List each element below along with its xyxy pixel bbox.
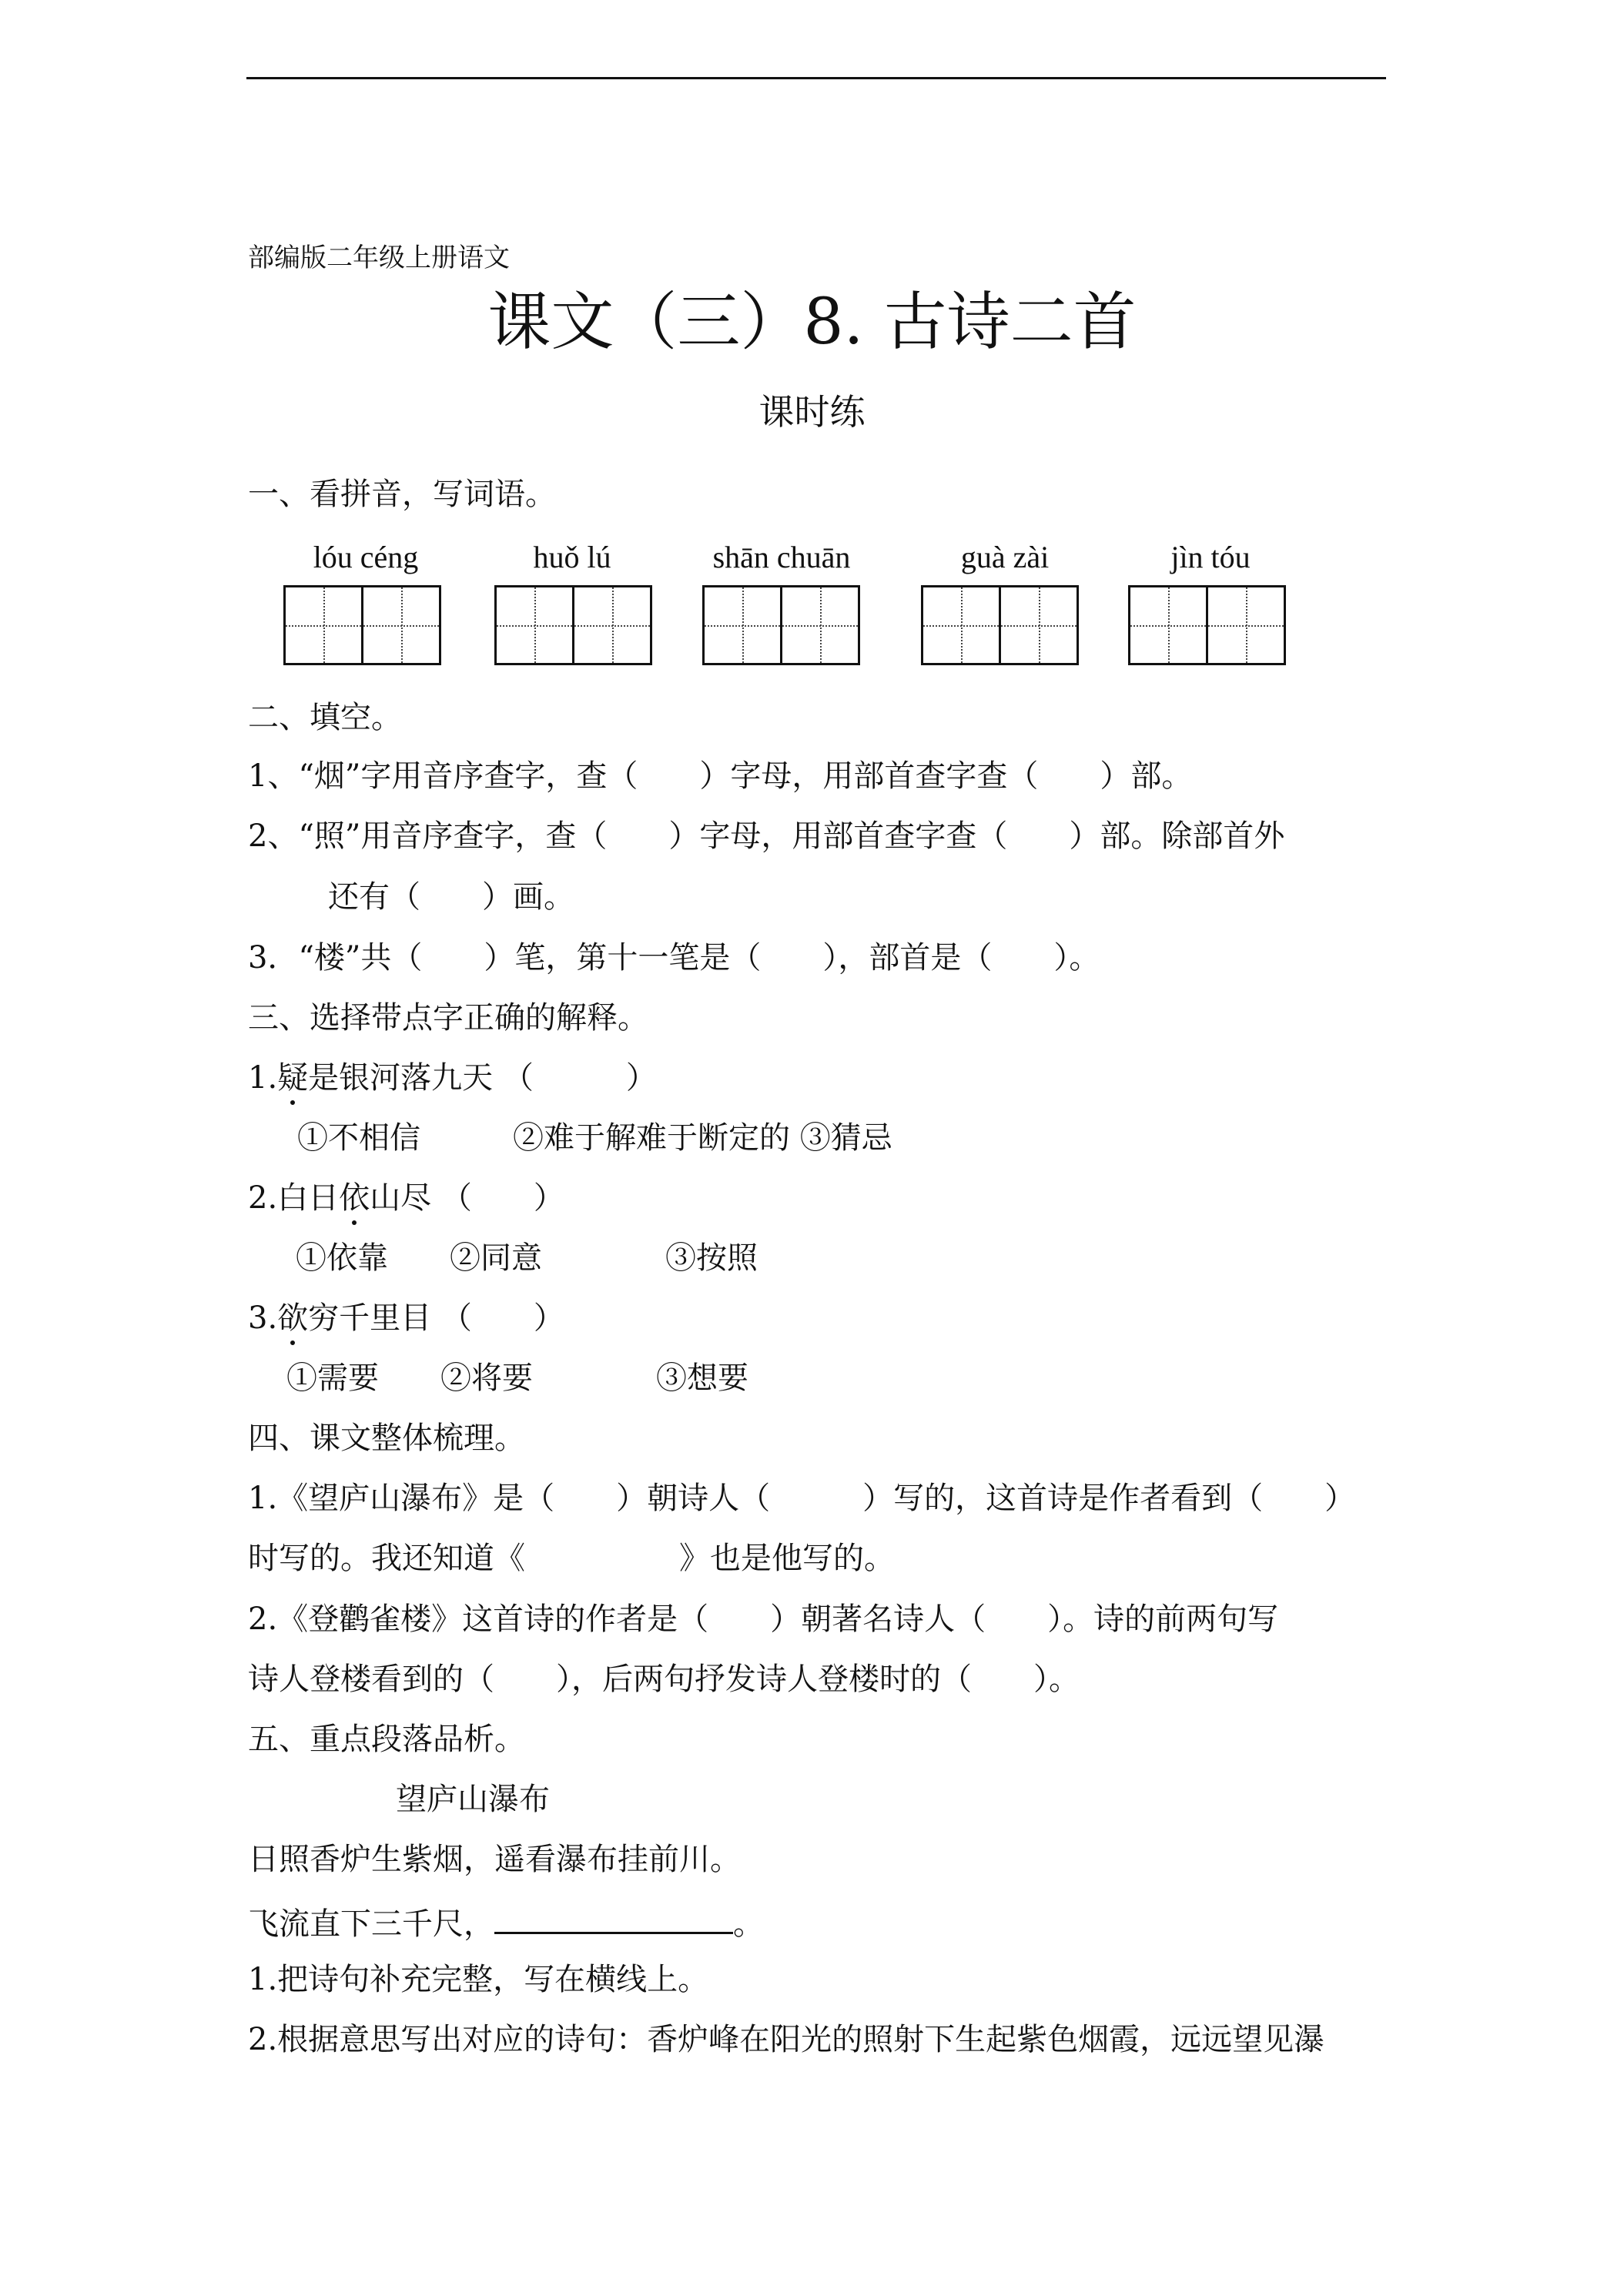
choice-1-rest: 是银河落九天 （ ） <box>308 1060 657 1096</box>
review-question-1-cont: 时写的。我还知道《 》也是他写的。 <box>248 1541 895 1576</box>
choice-1-options: ①不相信 ②难于解难于断定的 ③猜忌 <box>297 1120 892 1156</box>
choice-question-1 <box>248 1060 657 1096</box>
poem-line-2-suffix: 。 <box>733 1906 764 1942</box>
grid-cell[interactable] <box>999 585 1079 665</box>
review-question-2-cont: 诗人登楼看到的（ ），后两句抒发诗人登楼时的（ ）。 <box>248 1662 1080 1697</box>
review-question-2: 2.《登鹳雀楼》这首诗的作者是（ ）朝著名诗人（ ）。诗的前两句写 <box>248 1602 1279 1637</box>
analysis-question-2: 2.根据意思写出对应的诗句：香炉峰在阳光的照射下生起紫色烟霞，远远望见瀑 <box>248 2022 1325 2057</box>
review-question-1: 1.《望庐山瀑布》是（ ）朝诗人（ ）写的，这首诗是作者看到（ ） <box>248 1481 1356 1516</box>
dotted-char-2: 依 <box>339 1180 370 1216</box>
pinyin-5: jìn tóu <box>1170 540 1251 574</box>
page-subtitle: 课时练 <box>758 391 866 433</box>
poem-line-1: 日照香炉生紫烟，遥看瀑布挂前川。 <box>248 1842 741 1877</box>
poem-title: 望庐山瀑布 <box>396 1782 550 1817</box>
poem-line-2 <box>248 1904 764 1940</box>
section3-heading: 三、选择带点字正确的解释。 <box>248 1000 648 1036</box>
analysis-question-1: 1.把诗句补充完整，写在横线上。 <box>248 1962 709 1997</box>
choice-question-3 <box>248 1300 564 1336</box>
pinyin-2: huǒ lú <box>533 540 611 574</box>
section2-heading: 二、填空。 <box>248 700 402 735</box>
writing-grid-4[interactable] <box>921 585 1079 667</box>
fill-question-1: 1、“烟”字用音序查字，查（ ）字母，用部首查字查（ ）部。 <box>248 758 1193 794</box>
grid-cell[interactable] <box>702 585 782 665</box>
fill-question-3: 3．“楼”共（ ）笔，第十一笔是（ ），部首是（ ）。 <box>248 940 1100 976</box>
choice-3-prefix: 3. <box>248 1300 278 1336</box>
section5-heading: 五、重点段落品析。 <box>248 1722 525 1757</box>
dotted-char-3: 欲 <box>277 1300 309 1336</box>
grid-cell[interactable] <box>361 585 441 665</box>
grid-cell[interactable] <box>921 585 1001 665</box>
section1-heading: 一、看拼音，写词语。 <box>248 477 556 512</box>
grid-cell[interactable] <box>283 585 363 665</box>
pinyin-3: shān chuān <box>712 540 851 574</box>
choice-2-rest: 山尽 （ ） <box>370 1180 564 1216</box>
choice-3-options: ①需要 ②将要 ③想要 <box>286 1361 748 1396</box>
fill-question-2-cont: 还有（ ）画。 <box>328 879 574 915</box>
grid-cell[interactable] <box>494 585 574 665</box>
writing-grid-3[interactable] <box>702 585 860 667</box>
fill-question-2: 2、“照”用音序查字，查（ ）字母，用部首查字查（ ）部。除部首外 <box>248 818 1285 854</box>
choice-2-options: ①依靠 ②同意 ③按照 <box>296 1240 758 1276</box>
grade-label: 部编版二年级上册语文 <box>248 243 510 273</box>
choice-question-2 <box>248 1180 564 1216</box>
writing-grid-5[interactable] <box>1128 585 1286 667</box>
grid-cell[interactable] <box>780 585 860 665</box>
grid-cell[interactable] <box>1206 585 1286 665</box>
poem-line-2-prefix: 飞流直下三千尺， <box>248 1906 494 1942</box>
writing-grid-2[interactable] <box>494 585 652 667</box>
pinyin-1: lóu céng <box>313 540 419 574</box>
choice-1-prefix: 1. <box>248 1060 278 1096</box>
page-title: 课文（三）8. 古诗二首 <box>487 286 1137 359</box>
answer-blank-line[interactable] <box>494 1904 733 1934</box>
writing-grid-1[interactable] <box>283 585 441 667</box>
grid-cell[interactable] <box>572 585 652 665</box>
choice-2-prefix: 2.白日 <box>248 1180 340 1216</box>
dotted-char-1: 疑 <box>277 1060 309 1096</box>
grid-cell[interactable] <box>1128 585 1208 665</box>
choice-3-rest: 穷千里目 （ ） <box>308 1300 564 1336</box>
header-rule <box>246 77 1386 79</box>
pinyin-4: guà zài <box>960 540 1050 574</box>
section4-heading: 四、课文整体梳理。 <box>248 1421 525 1456</box>
